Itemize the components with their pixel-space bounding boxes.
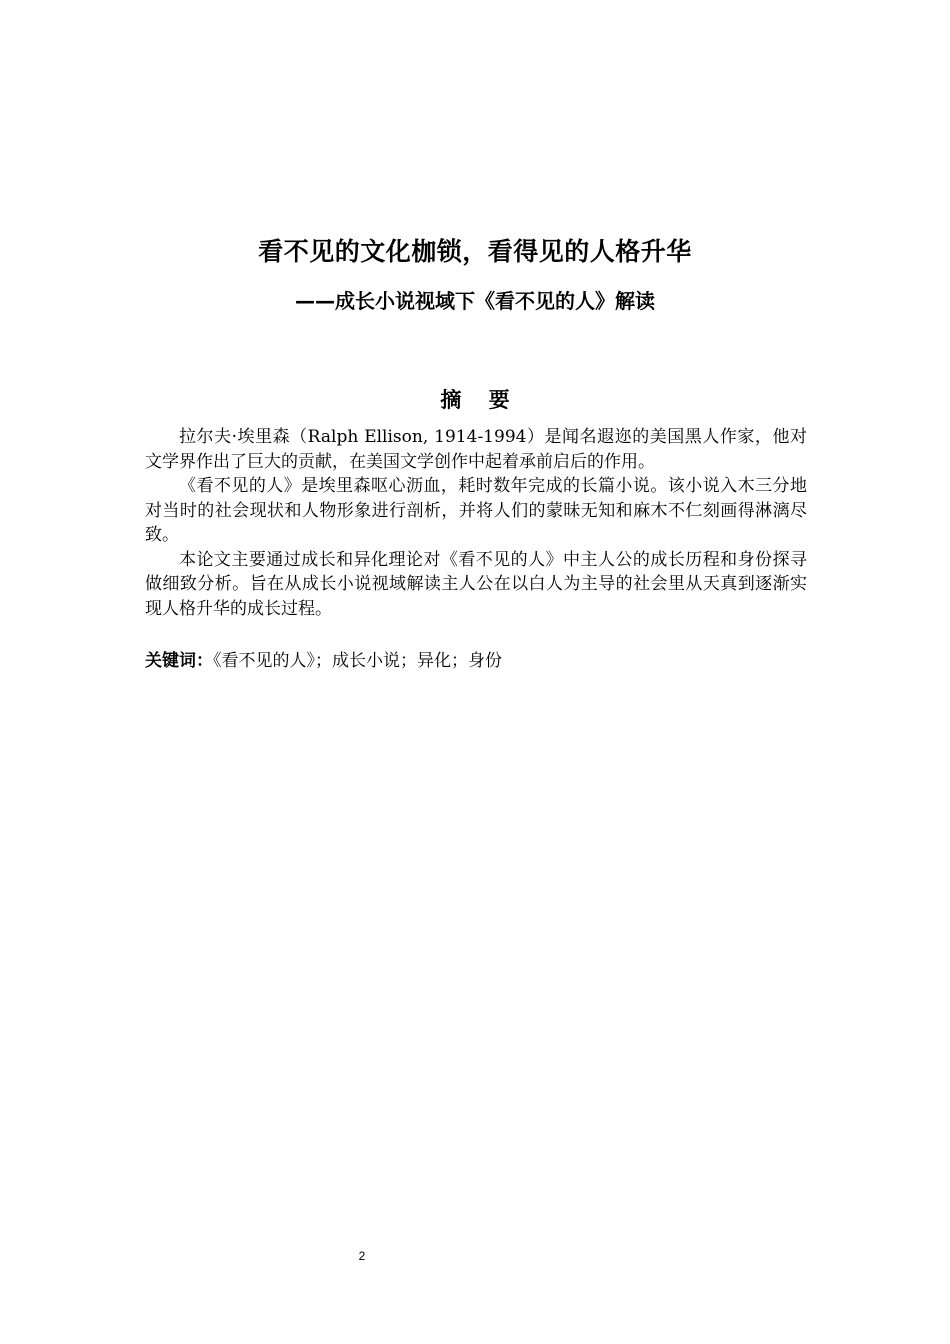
page-number: 2 xyxy=(358,1249,366,1263)
abstract-body xyxy=(145,425,807,621)
abstract-paragraph: 拉尔夫·埃里森（Ralph Ellison, 1914-1994）是闻名遐迩的美国黑人作家，他对文学界作出了巨大的贡献，在美国文学创作中起着承前启后的作用。 xyxy=(145,427,807,472)
keywords-line xyxy=(145,649,807,673)
paper-subtitle: ——成长小说视域下《看不见的人》解读 xyxy=(295,289,655,313)
paper-title: 看不见的文化枷锁，看得见的人格升华 xyxy=(258,237,692,266)
abstract-paragraph: 本论文主要通过成长和异化理论对《看不见的人》中主人公的成长历程和身份探寻做细致分析。旨在从成长小说视域解读主人公在以白人为主导的社会里从天真到逐渐实现人格升华的成长过程。 xyxy=(145,549,807,619)
keywords-text: 《看不见的人》；成长小说；异化；身份 xyxy=(213,651,502,671)
abstract-paragraph: 《看不见的人》是埃里森呕心沥血，耗时数年完成的长篇小说。该小说入木三分地对当时的社会现状和人物形象进行剖析，并将人们的蒙昧无知和麻木不仁刻画得淋漓尽致。 xyxy=(145,476,807,545)
abstract-heading: 摘 要 xyxy=(440,388,520,412)
keywords-label: 关键词： xyxy=(145,651,213,671)
